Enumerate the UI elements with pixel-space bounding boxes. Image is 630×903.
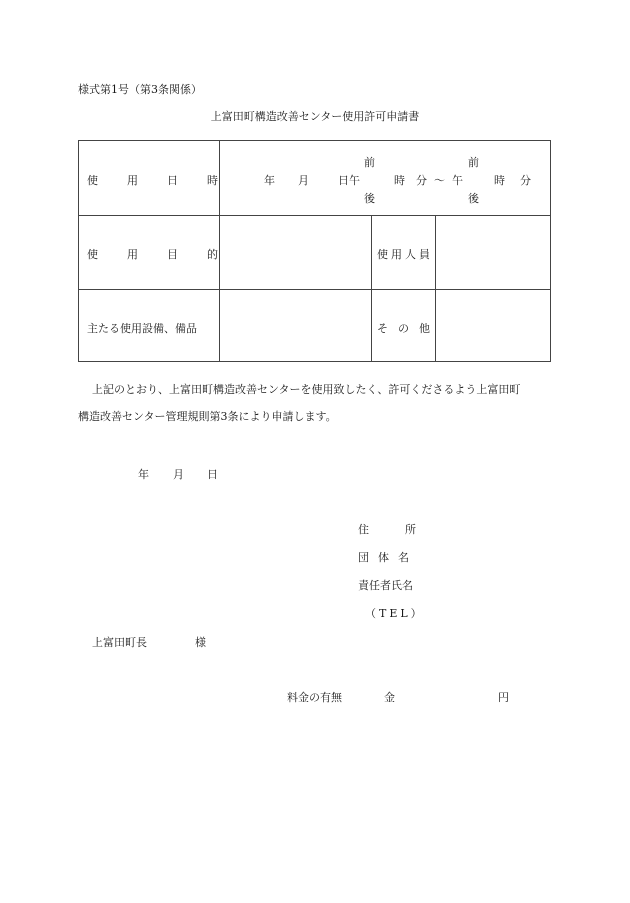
usage-purpose-field[interactable] — [220, 216, 370, 289]
pm-mark-1: 後 — [364, 192, 375, 205]
month-label: 月 — [298, 174, 309, 187]
other-field[interactable] — [436, 290, 550, 361]
usage-datetime-label — [87, 172, 247, 188]
date-month-label: 月 — [173, 468, 184, 481]
addressee-name: 上富田町長 — [92, 636, 147, 649]
tel-label — [365, 605, 425, 621]
group-name-label — [358, 549, 418, 565]
fee-amount-label: 金 — [384, 691, 395, 704]
fee-unit: 円 — [498, 691, 509, 704]
hour-label-1: 時 — [394, 174, 405, 187]
representative-label: 責任者氏名 — [358, 579, 413, 592]
am-mark-2: 前 — [468, 156, 479, 169]
minute-label-2: 分 — [520, 174, 531, 187]
usage-count-label — [377, 246, 433, 262]
equipment-field[interactable] — [220, 290, 370, 361]
date-day-label: 日 — [207, 468, 218, 481]
form-number: 様式第1号（第3条関係） — [78, 83, 202, 96]
hour-label-2: 時 — [494, 174, 505, 187]
body-text-line-2: 構造改善センター管理規則第3条により申請します。 — [78, 410, 337, 423]
am-mark-1: 前 — [364, 156, 375, 169]
range-tilde: 〜 — [434, 174, 445, 187]
page-title: 上富田町構造改善センター使用許可申請書 — [210, 110, 420, 123]
application-table — [78, 140, 551, 362]
noon-mark-1: 午 — [349, 174, 360, 187]
usage-purpose-label-text: 使用目的 — [87, 248, 247, 261]
noon-mark-2: 午 — [452, 174, 463, 187]
day-label: 日 — [338, 174, 349, 187]
address-label — [358, 521, 452, 537]
usage-count-label-text: 使用人員 — [377, 248, 433, 261]
pm-mark-2: 後 — [468, 192, 479, 205]
usage-datetime-label-text: 使用日時 — [87, 174, 247, 187]
year-label: 年 — [264, 174, 275, 187]
addressee-honorific: 様 — [195, 636, 206, 649]
col-divider — [371, 215, 372, 361]
usage-count-field[interactable] — [436, 216, 550, 289]
group-name-label-text: 団体名 — [358, 551, 418, 564]
date-year-label: 年 — [138, 468, 149, 481]
fee-label: 料金の有無 — [287, 691, 342, 704]
tel-label-text: （TEL） — [365, 607, 425, 620]
other-label — [377, 320, 440, 336]
equipment-label: 主たる使用設備、備品 — [87, 322, 197, 335]
usage-purpose-label — [87, 246, 247, 262]
address-label-text: 住所 — [358, 523, 452, 536]
body-text-line-1: 上記のとおり、上富田町構造改善センターを使用致したく、許可くださるよう上富田町 — [92, 383, 521, 396]
fee-amount-field[interactable] — [400, 686, 494, 704]
minute-label-1: 分 — [416, 174, 427, 187]
other-label-text: その他 — [377, 322, 440, 335]
